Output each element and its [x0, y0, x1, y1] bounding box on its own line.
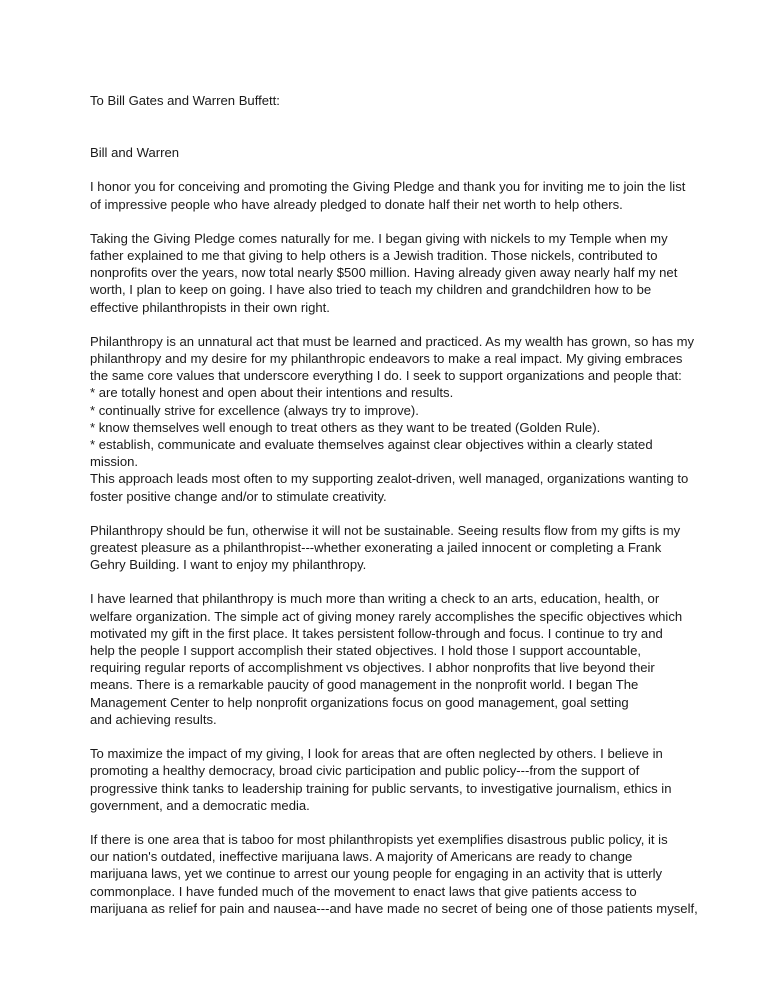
- paragraph-line: To maximize the impact of my giving, I look for areas that are often neglected by others. I believe in: [90, 746, 663, 762]
- paragraph-line: If there is one area that is taboo for most philanthropists yet exemplifies disastrous public policy, it is: [90, 831, 668, 847]
- paragraph-line: Taking the Giving Pledge comes naturally for me. I began giving with nickels to my Temple when my: [90, 230, 668, 246]
- letter-body: [90, 92, 698, 917]
- paragraph-management: [90, 590, 690, 728]
- paragraph-line: greatest pleasure as a philanthropist---whether exonerating a jailed innocent or completing a Frank: [90, 540, 662, 556]
- paragraph-line: marijuana laws, yet we continue to arrest our young people for engaging in an activity that is utterly: [90, 866, 663, 882]
- paragraph-line: foster positive change and/or to stimulate creativity.: [90, 488, 387, 504]
- paragraph-line: Management Center to help nonprofit organizations focus on good management, goal setting: [90, 694, 629, 710]
- paragraph-line: Philanthropy should be fun, otherwise it will not be sustainable. Seeing results flow from my gifts is my: [90, 522, 681, 538]
- paragraph-line: marijuana as relief for pain and nausea---and have made no secret of being one of those patients myself,: [90, 900, 698, 916]
- paragraph-line: Gehry Building. I want to enjoy my philanthropy.: [90, 557, 367, 573]
- paragraph-marijuana: [90, 831, 698, 917]
- paragraph-line: This approach leads most often to my supporting zealot-driven, well managed, organizations wanting to: [90, 471, 689, 487]
- paragraph-line: our nation's outdated, ineffective marijuana laws. A majority of Americans are ready to change: [90, 849, 633, 865]
- paragraph-line: and achieving results.: [90, 711, 217, 727]
- paragraph-line: means. There is a remarkable paucity of good management in the nonprofit world. I began The: [90, 677, 639, 693]
- paragraph-line: welfare organization. The simple act of giving money rarely accomplishes the specific objectives which: [90, 608, 683, 624]
- paragraph-core-values: [90, 333, 695, 505]
- paragraph-fun: [90, 522, 690, 574]
- bullet-item: * know themselves well enough to treat others as they want to be treated (Golden Rule).: [90, 419, 601, 435]
- paragraph-line: the same core values that underscore everything I do. I seek to support organizations and people that:: [90, 368, 682, 384]
- letter-addressee: To Bill Gates and Warren Buffett:: [90, 93, 280, 108]
- paragraph-line: motivated my gift in the first place. It takes persistent follow-through and focus. I continue to try and: [90, 625, 663, 641]
- paragraph-democracy: [90, 745, 690, 814]
- bullet-item: * establish, communicate and evaluate themselves against clear objectives within a clearly stated: [90, 437, 653, 453]
- paragraph-line: government, and a democratic media.: [90, 797, 310, 813]
- bullet-item-continuation: mission.: [90, 454, 139, 470]
- paragraph-nickels: [90, 230, 690, 316]
- paragraph-line: commonplace. I have funded much of the movement to enact laws that give patients access to: [90, 883, 637, 899]
- paragraph-line: effective philanthropists in their own right.: [90, 299, 330, 315]
- paragraph-line: requiring regular reports of accomplishment vs objectives. I abhor nonprofits that live beyond their: [90, 660, 655, 676]
- paragraph-line: philanthropy and my desire for my philanthropic endeavors to make a real impact. My giving embraces: [90, 351, 683, 367]
- bullet-item: * are totally honest and open about their intentions and results.: [90, 385, 454, 401]
- paragraph-line: Philanthropy is an unnatural act that must be learned and practiced. As my wealth has grown, so has my: [90, 333, 695, 349]
- paragraph-line: father explained to me that giving to help others is a Jewish tradition. Those nickels, contributed to: [90, 248, 658, 264]
- paragraph-line: help the people I support accomplish their stated objectives. I hold those I support accountable,: [90, 643, 642, 659]
- letter-salutation: Bill and Warren: [90, 145, 180, 161]
- paragraph-line: worth, I plan to keep on going. I have also tried to teach my children and grandchildren how to be: [90, 282, 652, 298]
- bullet-item: * continually strive for excellence (always try to improve).: [90, 402, 419, 418]
- paragraph-line: I have learned that philanthropy is much more than writing a check to an arts, education, health, or: [90, 591, 660, 607]
- paragraph-giving-pledge: [90, 178, 690, 212]
- paragraph-line: progressive think tanks to leadership training for public servants, to investigative journalism, ethics in: [90, 780, 672, 796]
- paragraph-line: nonprofits over the years, now total nearly $500 million. Having already given away nearly half my net: [90, 265, 678, 281]
- paragraph-line: promoting a healthy democracy, broad civic participation and public policy---from the support of: [90, 763, 640, 779]
- paragraph-line: I honor you for conceiving and promoting the Giving Pledge and thank you for inviting me to join the list: [90, 179, 686, 195]
- paragraph-line: of impressive people who have already pledged to donate half their net worth to help others.: [90, 196, 623, 212]
